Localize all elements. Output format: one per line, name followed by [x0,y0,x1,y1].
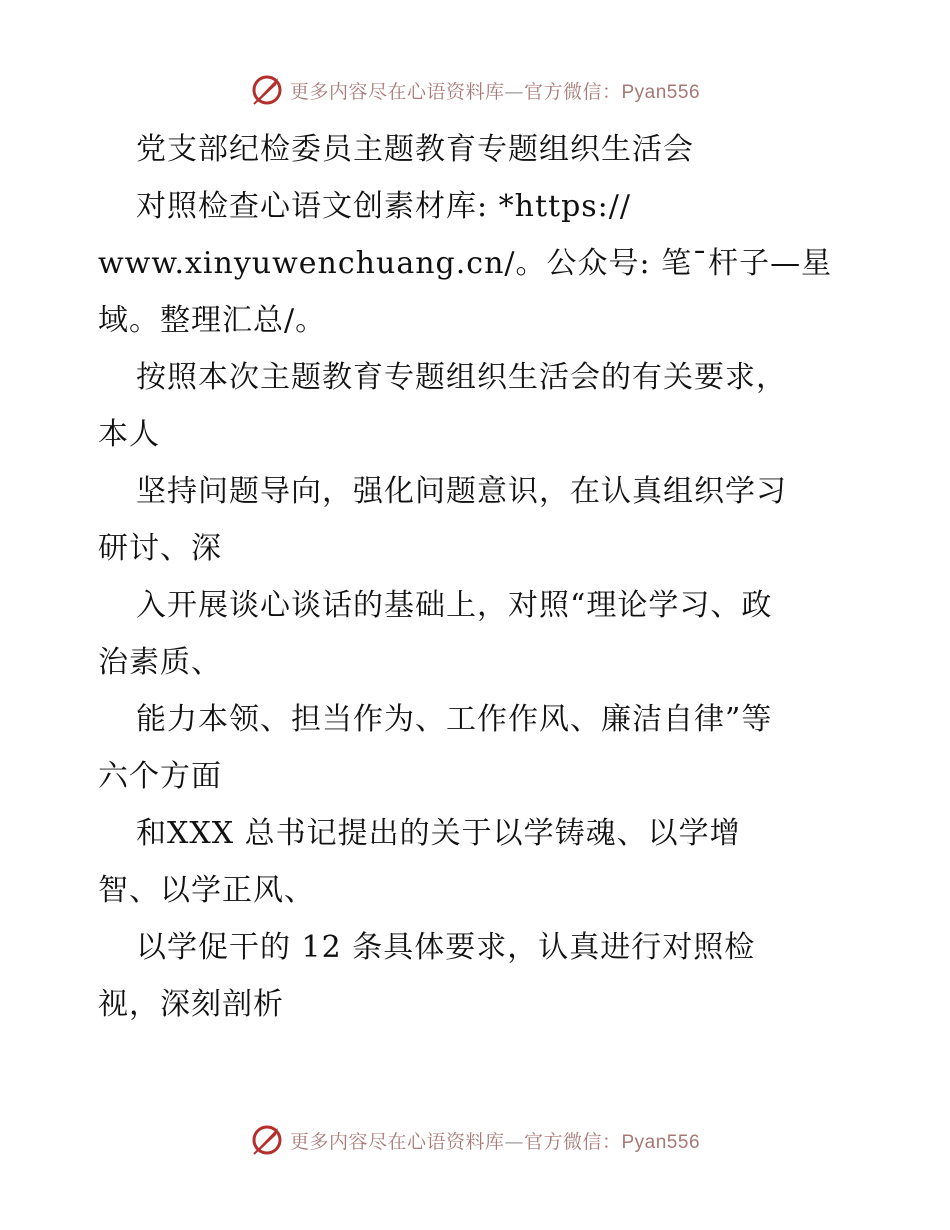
footer-banner-inner [250,1123,700,1157]
header-banner-title: 更多内容尽在心语资料库 [289,80,505,103]
document-line: 智、以学正风、 [98,873,315,908]
footer-banner [0,1120,950,1160]
header-banner-text [290,77,700,104]
quill-pen-seal-icon [250,73,284,107]
document-line: 以学促干的 12 条具体要求，认真进行对照检 [136,930,756,965]
header-banner [0,70,950,110]
document-line: 入开展谈心谈话的基础上，对照“理论学习、政 [136,588,773,623]
document-line: 党支部纪检委员主题教育专题组织生活会 [136,132,694,167]
document-body [98,121,858,1033]
document-line: 治素质、 [98,645,222,680]
document-line: 域。整理汇总/。 [98,303,327,338]
document-line: 视，深刻剖析 [98,987,284,1022]
document-line: 按照本次主题教育专题组织生活会的有关要求， [136,360,787,395]
document-line: 对照检查心语文创素材库: *https:// [136,189,631,224]
footer-banner-text [290,1127,700,1154]
document-line: www.xinyuwenchuang.cn/。公众号: 笔¯杆子—星 [98,246,833,281]
footer-banner-separator: — [504,1130,524,1153]
document-line: 和XXX 总书记提出的关于以学铸魂、以学增 [136,816,741,851]
document-line: 坚持问题导向，强化问题意识，在认真组织学习 [136,474,787,509]
footer-banner-title: 更多内容尽在心语资料库 [289,1130,505,1153]
header-banner-wechat-label: 官方微信： [523,80,622,103]
header-banner-inner [250,73,700,107]
document-line: 研讨、深 [98,531,222,566]
header-banner-separator: — [504,80,524,103]
quill-pen-seal-icon [250,1123,284,1157]
footer-banner-wechat-label: 官方微信： [523,1130,622,1153]
document-line: 能力本领、担当作为、工作作风、廉洁自律”等 [136,702,773,737]
header-banner-wechat-id: Pyan556 [621,81,701,103]
footer-banner-wechat-id: Pyan556 [621,1131,701,1153]
document-line: 本人 [98,417,160,452]
document-line: 六个方面 [98,759,222,794]
